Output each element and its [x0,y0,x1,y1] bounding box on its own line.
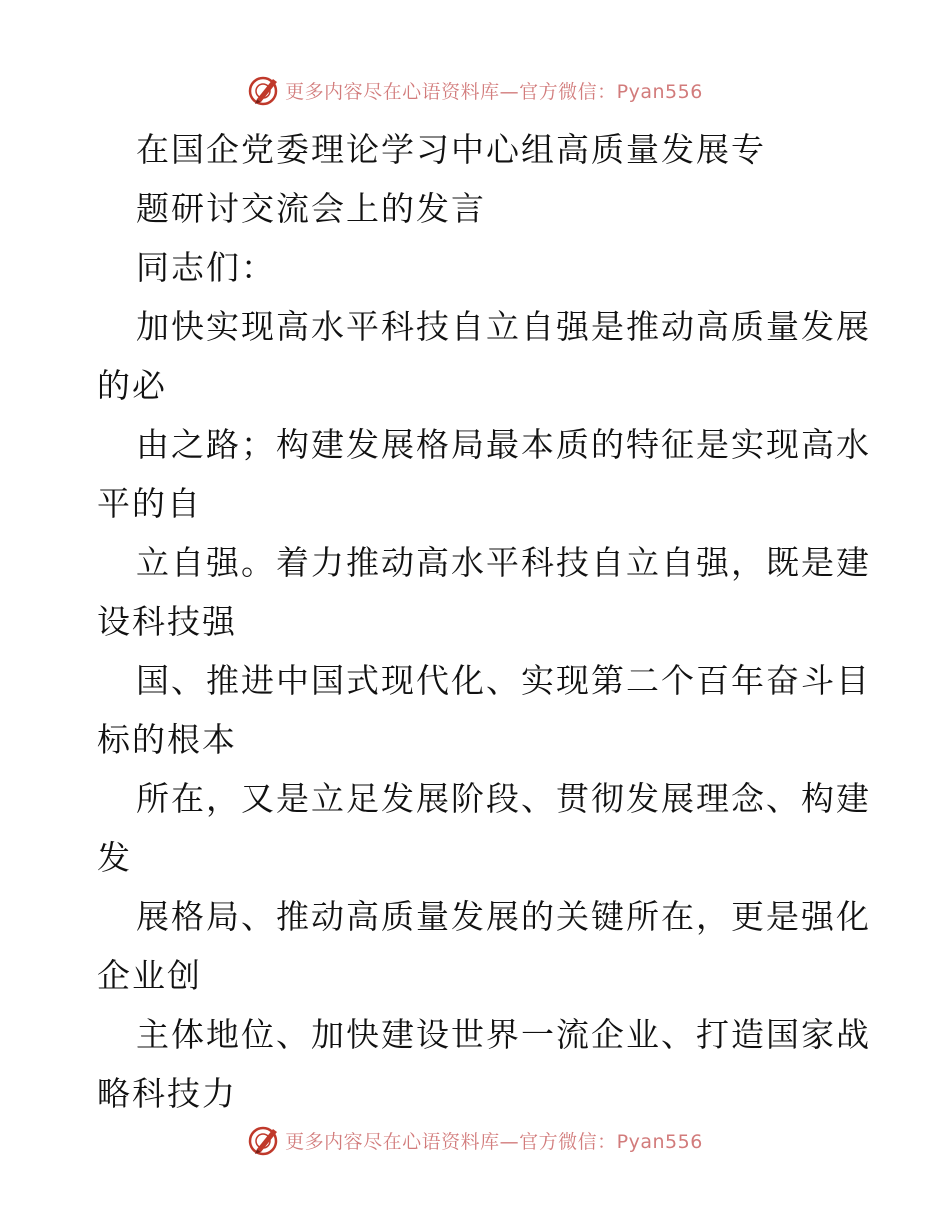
paragraph-line: 略科技力 [97,1074,237,1113]
title-line-1: 在国企党委理论学习中心组高质量发展专 [136,130,766,169]
paragraph-line: 设科技强 [97,602,237,641]
paragraph-line: 展格局、推动高质量发展的关键所在，更是强化 [136,897,871,936]
paragraph-line: 标的根本 [97,720,237,759]
salutation: 同志们： [136,248,276,287]
paragraph-line: 企业创 [97,956,202,995]
pen-logo-icon [247,73,281,107]
watermark-text: 更多内容尽在心语资料库—官方微信：Pyan556 [285,1130,703,1153]
paragraph-line: 国、推进中国式现代化、实现第二个百年奋斗目 [136,661,871,700]
paragraph-line: 所在，又是立足发展阶段、贯彻发展理念、构建 [136,779,871,818]
paragraph-line: 立自强。着力推动高水平科技自立自强，既是建 [136,543,871,582]
document-body [97,120,871,1123]
watermark-text: 更多内容尽在心语资料库—官方微信：Pyan556 [285,80,703,103]
footer-watermark [0,1120,950,1160]
paragraph-line: 平的自 [97,484,202,523]
paragraph-line: 加快实现高水平科技自立自强是推动高质量发展 [136,307,871,346]
paragraph-line: 发 [97,838,132,877]
paragraph-line: 由之路；构建发展格局最本质的特征是实现高水 [136,425,871,464]
paragraph-line: 主体地位、加快建设世界一流企业、打造国家战 [136,1015,871,1054]
header-watermark [0,70,950,110]
pen-logo-icon [247,1123,281,1157]
title-line-2: 题研讨交流会上的发言 [136,189,486,228]
paragraph-line: 的必 [97,366,167,405]
